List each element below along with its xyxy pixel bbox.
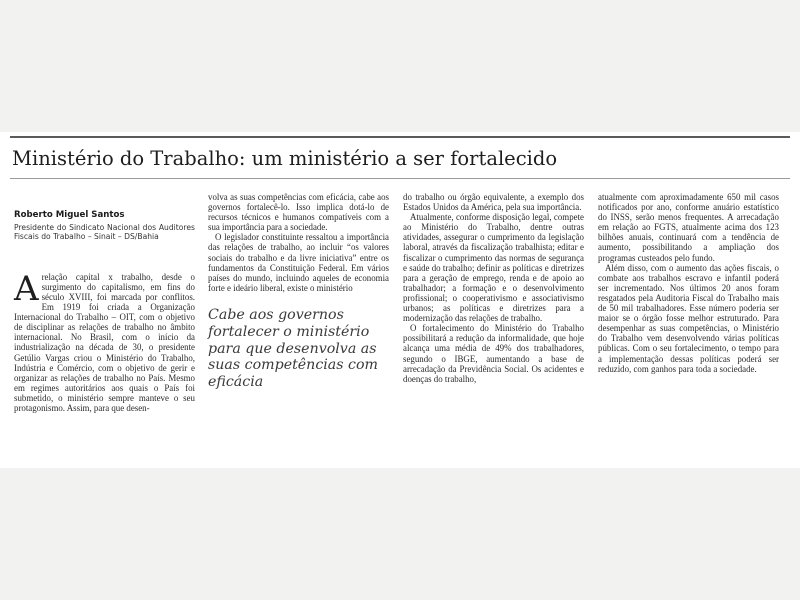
newspaper-clipping bbox=[0, 132, 800, 468]
column-2 bbox=[208, 192, 389, 391]
paragraph: O fortalecimento do Ministério do Trabalho possibilitará a redução da informalidade, que hoje alcança uma média de 49% dos trabalhadores, segundo o IBGE, aumentando a base de arrecadação da Previdência Social. Os acidentes e doenças do trabalho, bbox=[403, 323, 584, 384]
paragraph: atualmente com aproximadamente 650 mil casos notificados por ano, conforme anuário estatístico do INSS, serão menos frequentes. A arrecadação em relação ao FGTS, atualmente acima dos 123 bilhões anuais, continuará com a tendência de aumento, possibilitando a ampliação dos programas custeados pelo fundo. bbox=[598, 192, 779, 263]
paragraph: Atualmente, conforme disposição legal, compete ao Ministério do Trabalho, dentre outras atividades, assegurar o cumprimento da legislação laboral, através da fiscalização trabalhista; editar e fiscalizar o cumprimento das normas de segurança e saúde do trabalho; definir as políticas e diretrizes para a geração de emprego, renda e de apoio ao trabalhador; a formação e o desenvolvimento profissional; o cooperativismo e associativismo urbanos; as políticas e diretrizes para a modernização das relações de trabalho. bbox=[403, 212, 584, 324]
column-3 bbox=[403, 192, 584, 384]
column-4 bbox=[598, 192, 779, 374]
paragraph: volva as suas competências com eficácia, cabe aos governos fortalecê-lo. Isso implica dotá-lo de recursos técnicos e humanos compatíveis com a sua importância para a sociedade. bbox=[208, 192, 389, 233]
author-name: Roberto Miguel Santos bbox=[14, 210, 125, 220]
top-rule bbox=[10, 136, 790, 138]
drop-cap: A bbox=[14, 268, 39, 309]
headline: Ministério do Trabalho: um ministério a ser fortalecido bbox=[12, 147, 558, 170]
pull-quote: Cabe aos governos fortalecer o ministério para que desenvolva as suas competências com eficácia bbox=[208, 306, 378, 391]
headline-rule bbox=[10, 178, 790, 179]
column-1 bbox=[14, 192, 195, 413]
author-affiliation: Presidente do Sindicato Nacional dos Auditores Fiscais do Trabalho – Sinait – DS/Bahia bbox=[14, 223, 195, 242]
paragraph: O legislador constituinte ressaltou a importância das relações de trabalho, ao incluir “os valores sociais do trabalho e da livre iniciativa” entre os fundamentos da Constituição Federal. Em vários países do mundo, incluindo aqueles de economia forte e ideário liberal, existe o ministério bbox=[208, 232, 389, 293]
opening-paragraph bbox=[14, 268, 195, 414]
paragraph: Além disso, com o aumento das ações fiscais, o combate aos trabalhos escravo e infantil poderá ser incrementado. Nos últimos 20 anos foram resgatados pela Auditoria Fiscal do Trabalho mais de 50 mil trabalhadores. Esse número poderia ser maior se o órgão fosse melhor estruturado. Para desempenhar as suas competências, o Ministério do Trabalho vem desenvolvendo várias políticas públicas. Com o seu fortalecimento, o tempo para a implementação dessas políticas poderá ser reduzido, com ganhos para toda a sociedade. bbox=[598, 262, 779, 374]
paragraph: do trabalho ou órgão equivalente, a exemplo dos Estados Unidos da América, pela sua importância. bbox=[403, 192, 584, 213]
opening-text: relação capital x trabalho, desde o surgimento do capitalismo, em fins do século XVIII, foi marcada por conflitos. Em 1919 foi criada a Organização Internacional do Trabalho – OIT, com o objetivo de disciplinar as relações de trabalho no âmbito internacional. No Brasil, com o início da industrialização na década de 30, o presidente Getúlio Vargas criou o Ministério do Trabalho, Indústria e Comércio, com o objetivo de gerir e organizar as relações de trabalho no País. Mesmo em regimes autoritários aos quais o País foi submetido, o ministério sempre manteve o seu protagonismo. Assim, para que desen- bbox=[14, 271, 195, 414]
